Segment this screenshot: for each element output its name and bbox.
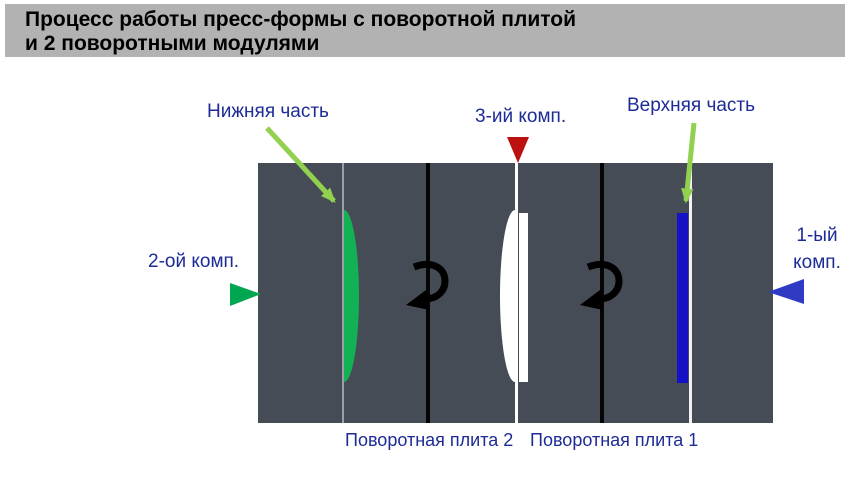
label-upper-part: Верхняя часть: [627, 95, 756, 116]
label-rotary-plate-2: Поворотная плита 2: [345, 430, 514, 450]
label-first-component: [786, 222, 848, 276]
molded-plate-shape: [519, 213, 528, 382]
label-third-component: 3-ий комп.: [475, 106, 567, 127]
page-title-line-2: и 2 поворотными модулями: [25, 32, 320, 55]
label-lower-part: Нижняя часть: [207, 101, 329, 122]
page-title-line-1: Процесс работы пресс-формы с поворотной плитой: [25, 8, 576, 31]
upper-part-shape: [677, 213, 688, 383]
rotation-arrow-icon: [402, 258, 454, 318]
label-rotary-plate-1: Поворотная плита 1: [530, 430, 699, 450]
label-first-component-line2: комп.: [793, 252, 841, 273]
rotation-arrow-icon: [576, 258, 628, 318]
label-first-component-line1: 1-ый: [796, 225, 838, 246]
component1-arrow-icon: [768, 279, 804, 304]
component2-arrow-icon: [230, 283, 261, 306]
title-bar: [5, 4, 845, 57]
parting-line-right: [689, 163, 692, 423]
parting-line-center: [515, 163, 518, 423]
injection-arrow-icon: [507, 137, 529, 163]
label-second-component: 2-ой комп.: [148, 251, 240, 272]
